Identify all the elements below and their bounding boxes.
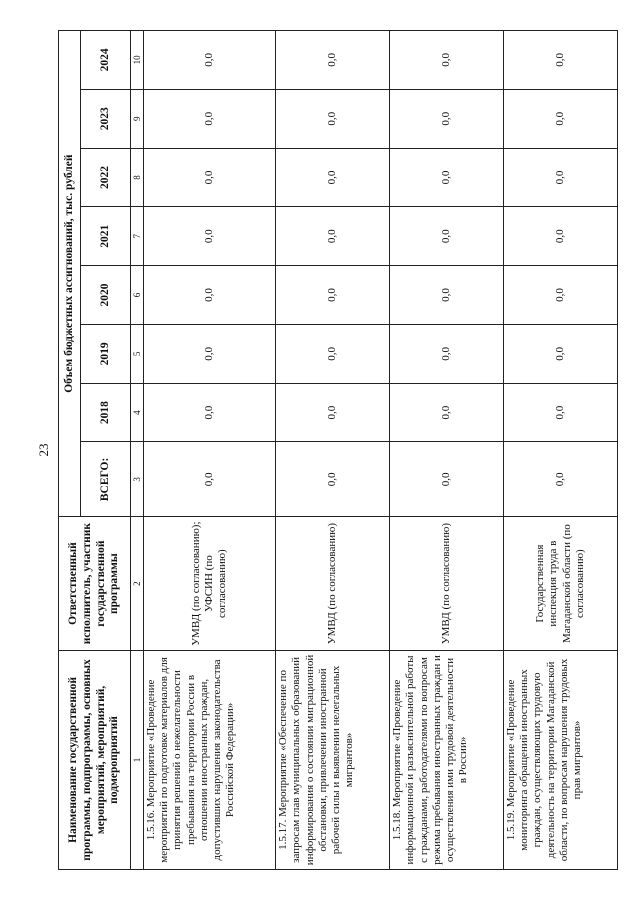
row-value: 0,0	[390, 324, 504, 383]
column-index: 3	[131, 442, 144, 517]
row-value: 0,0	[276, 148, 390, 207]
row-value: 0,0	[390, 266, 504, 325]
row-name: 1.5.16. Мероприятие «Проведение мероприятий по подготовке материалов для принятия решений о нежелательности пребывания на территории России в отношении иностранных граждан, допустивших нарушения законодательства Российской Федерации»	[144, 650, 276, 869]
header-year: 2021	[81, 207, 131, 266]
row-value: 0,0	[276, 383, 390, 442]
row-value: 0,0	[504, 266, 618, 325]
row-name: 1.5.18. Мероприятие «Проведение информационной и разъяснительной работы с гражданами, работодателями по вопросам режима пребывания иностранных граждан и осуществления ими трудовой деятельности в России»	[390, 650, 504, 869]
table-row	[504, 31, 618, 870]
row-value: 0,0	[144, 207, 276, 266]
column-index: 1	[131, 650, 144, 869]
row-executor: УМВД (по согласованию)	[390, 517, 504, 651]
row-value: 0,0	[504, 207, 618, 266]
header-year: 2023	[81, 89, 131, 148]
header-year: 2019	[81, 324, 131, 383]
row-value: 0,0	[276, 324, 390, 383]
column-index: 2	[131, 517, 144, 651]
row-value: 0,0	[504, 31, 618, 90]
row-value: 0,0	[390, 89, 504, 148]
page-number: 23	[36, 443, 51, 457]
header-year: 2018	[81, 383, 131, 442]
row-value: 0,0	[390, 383, 504, 442]
row-value: 0,0	[504, 324, 618, 383]
row-value: 0,0	[276, 207, 390, 266]
row-value: 0,0	[144, 266, 276, 325]
header-year: 2022	[81, 148, 131, 207]
row-value: 0,0	[504, 89, 618, 148]
header-budget: Объем бюджетных ассигнований, тыс. рублей	[59, 31, 81, 517]
column-index: 6	[131, 266, 144, 325]
row-value: 0,0	[504, 442, 618, 517]
rotated-table-container	[58, 30, 618, 870]
row-value: 0,0	[144, 383, 276, 442]
column-index: 9	[131, 89, 144, 148]
column-index: 5	[131, 324, 144, 383]
row-value: 0,0	[144, 442, 276, 517]
row-value: 0,0	[144, 148, 276, 207]
header-year: 2024	[81, 31, 131, 90]
row-value: 0,0	[276, 89, 390, 148]
row-value: 0,0	[144, 324, 276, 383]
column-index: 4	[131, 383, 144, 442]
column-index: 10	[131, 31, 144, 90]
table-row	[144, 31, 276, 870]
column-index: 8	[131, 148, 144, 207]
table-row	[390, 31, 504, 870]
row-executor: УМВД (по согласованию)	[276, 517, 390, 651]
table-row	[276, 31, 390, 870]
column-index: 7	[131, 207, 144, 266]
row-value: 0,0	[390, 31, 504, 90]
row-value: 0,0	[390, 207, 504, 266]
row-value: 0,0	[276, 266, 390, 325]
header-name: Наименование государственной программы, подпрограммы, основных мероприятий, мероприятий, подмероприятий	[59, 650, 131, 869]
row-value: 0,0	[276, 31, 390, 90]
row-value: 0,0	[390, 148, 504, 207]
row-value: 0,0	[504, 383, 618, 442]
row-value: 0,0	[144, 89, 276, 148]
row-executor: Государственная инспекция труда в Магаданской области (по согласованию)	[504, 517, 618, 651]
header-executor: Ответственный исполнитель, участник государственной программы	[59, 517, 131, 651]
row-value: 0,0	[390, 442, 504, 517]
row-value: 0,0	[276, 442, 390, 517]
row-value: 0,0	[504, 148, 618, 207]
header-year: 2020	[81, 266, 131, 325]
header-total: ВСЕГО:	[81, 442, 131, 517]
row-value: 0,0	[144, 31, 276, 90]
budget-table	[58, 30, 618, 870]
row-name: 1.5.19. Мероприятие «Проведение мониторинга обращений иностранных граждан, осуществляющих трудовую деятельность на территории Магаданской области, по вопросам нарушения трудовых прав мигрантов»	[504, 650, 618, 869]
row-name: 1.5.17. Мероприятие «Обеспечение по запросам глав муниципальных образований информирования о состоянии миграционной обстановки, привлечении иностранной рабочей силы и выявлении нелегальных мигрантов»	[276, 650, 390, 869]
row-executor: УМВД (по согласованию); УФСИН (по согласованию)	[144, 517, 276, 651]
